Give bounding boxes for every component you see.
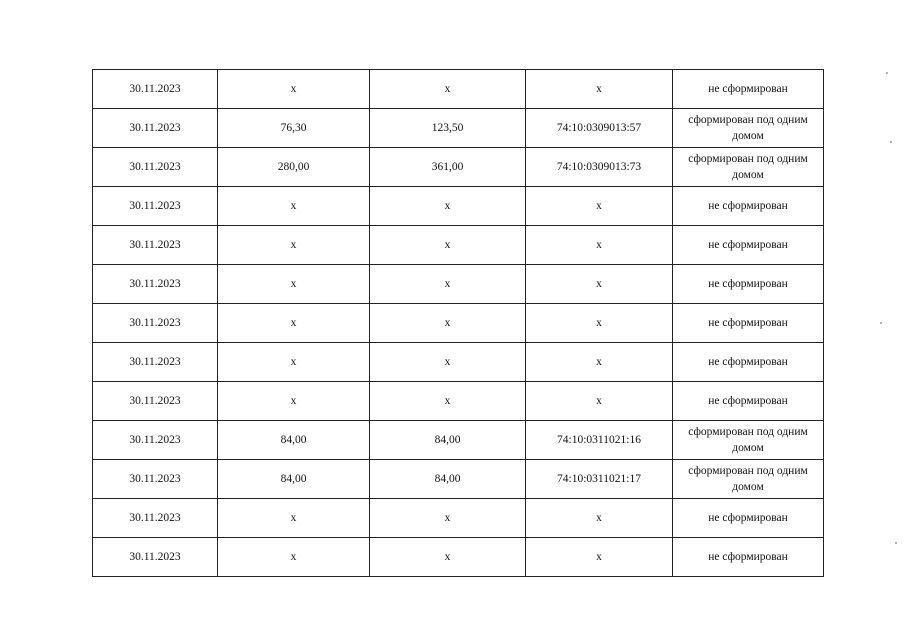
- area-cell: x: [218, 70, 370, 109]
- table-row: [93, 382, 824, 421]
- status-cell: сформирован под одним домом: [673, 109, 824, 148]
- cadastral-number-cell: 74:10:0309013:73: [526, 148, 673, 187]
- table-row: [93, 304, 824, 343]
- area-cell: 280,00: [218, 148, 370, 187]
- date-cell: 30.11.2023: [93, 304, 218, 343]
- table-row: [93, 499, 824, 538]
- cadastral-number-cell: 74:10:0309013:57: [526, 109, 673, 148]
- area-cell: x: [218, 343, 370, 382]
- status-cell: не сформирован: [673, 265, 824, 304]
- cadastral-number-cell: 74:10:0311021:17: [526, 460, 673, 499]
- area-cell: x: [218, 187, 370, 226]
- status-cell: сформирован под одним домом: [673, 421, 824, 460]
- table-row: [93, 538, 824, 577]
- table-body: [93, 70, 824, 577]
- date-cell: 30.11.2023: [93, 421, 218, 460]
- area-cell: x: [218, 382, 370, 421]
- cadastral-number-cell: x: [526, 343, 673, 382]
- table-row: [93, 148, 824, 187]
- area-total-cell: x: [370, 265, 526, 304]
- date-cell: 30.11.2023: [93, 382, 218, 421]
- area-cell: 84,00: [218, 421, 370, 460]
- date-cell: 30.11.2023: [93, 343, 218, 382]
- cadastral-number-cell: x: [526, 187, 673, 226]
- date-cell: 30.11.2023: [93, 70, 218, 109]
- status-cell: не сформирован: [673, 382, 824, 421]
- area-total-cell: x: [370, 382, 526, 421]
- table-row: [93, 343, 824, 382]
- date-cell: 30.11.2023: [93, 148, 218, 187]
- date-cell: 30.11.2023: [93, 265, 218, 304]
- area-cell: 84,00: [218, 460, 370, 499]
- area-total-cell: x: [370, 304, 526, 343]
- cadastral-number-cell: x: [526, 382, 673, 421]
- table-row: [93, 421, 824, 460]
- area-cell: x: [218, 304, 370, 343]
- area-total-cell: x: [370, 343, 526, 382]
- status-cell: не сформирован: [673, 187, 824, 226]
- area-total-cell: 84,00: [370, 460, 526, 499]
- date-cell: 30.11.2023: [93, 109, 218, 148]
- scan-artifact-dot: [890, 141, 892, 143]
- date-cell: 30.11.2023: [93, 538, 218, 577]
- cadastral-number-cell: x: [526, 499, 673, 538]
- table-row: [93, 70, 824, 109]
- area-total-cell: x: [370, 538, 526, 577]
- table-row: [93, 226, 824, 265]
- area-cell: x: [218, 265, 370, 304]
- land-plots-table: [92, 69, 824, 577]
- cadastral-number-cell: x: [526, 226, 673, 265]
- scan-artifact-dot: [880, 322, 882, 324]
- table-row: [93, 187, 824, 226]
- date-cell: 30.11.2023: [93, 499, 218, 538]
- scan-artifact-dot: [886, 72, 888, 74]
- cadastral-number-cell: x: [526, 265, 673, 304]
- area-total-cell: x: [370, 70, 526, 109]
- status-cell: не сформирован: [673, 343, 824, 382]
- status-cell: не сформирован: [673, 70, 824, 109]
- scan-artifact-dot: [895, 542, 897, 544]
- area-total-cell: 84,00: [370, 421, 526, 460]
- status-cell: не сформирован: [673, 304, 824, 343]
- area-total-cell: x: [370, 226, 526, 265]
- cadastral-number-cell: x: [526, 304, 673, 343]
- status-cell: сформирован под одним домом: [673, 460, 824, 499]
- table-row: [93, 265, 824, 304]
- area-cell: x: [218, 226, 370, 265]
- area-total-cell: 123,50: [370, 109, 526, 148]
- status-cell: не сформирован: [673, 538, 824, 577]
- table-row: [93, 460, 824, 499]
- area-cell: x: [218, 499, 370, 538]
- cadastral-number-cell: x: [526, 70, 673, 109]
- date-cell: 30.11.2023: [93, 187, 218, 226]
- status-cell: сформирован под одним домом: [673, 148, 824, 187]
- status-cell: не сформирован: [673, 499, 824, 538]
- date-cell: 30.11.2023: [93, 226, 218, 265]
- table-row: [93, 109, 824, 148]
- status-cell: не сформирован: [673, 226, 824, 265]
- area-total-cell: x: [370, 499, 526, 538]
- date-cell: 30.11.2023: [93, 460, 218, 499]
- area-cell: x: [218, 538, 370, 577]
- area-total-cell: 361,00: [370, 148, 526, 187]
- area-total-cell: x: [370, 187, 526, 226]
- area-cell: 76,30: [218, 109, 370, 148]
- cadastral-number-cell: 74:10:0311021:16: [526, 421, 673, 460]
- cadastral-number-cell: x: [526, 538, 673, 577]
